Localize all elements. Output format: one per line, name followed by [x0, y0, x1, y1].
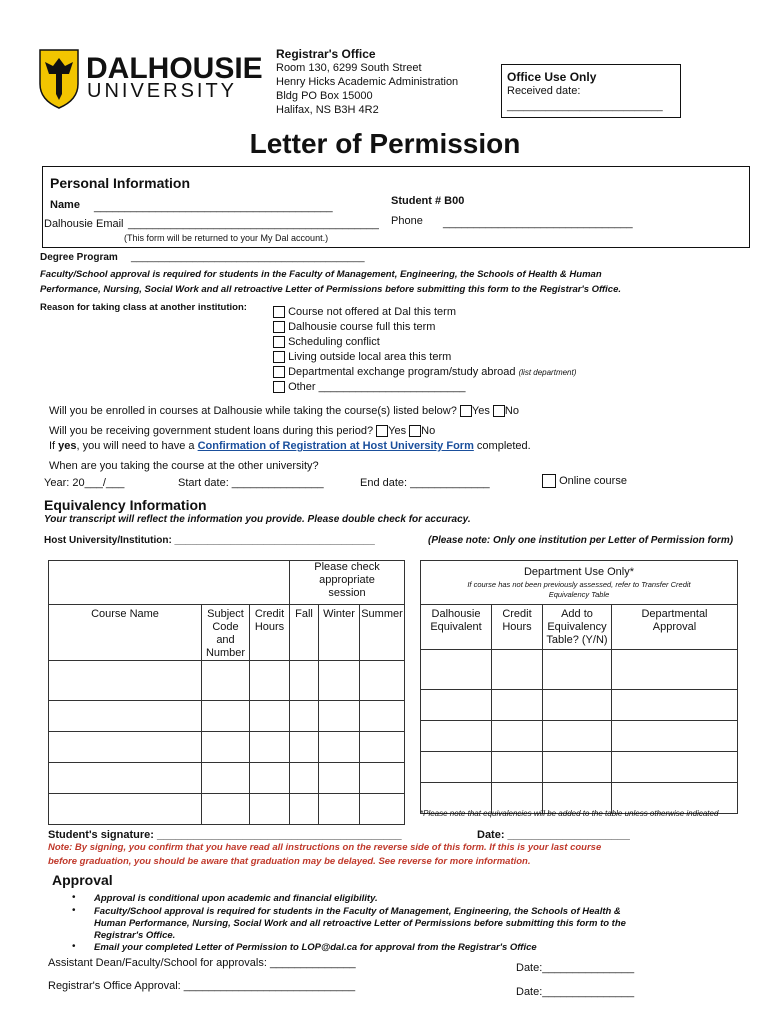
student-number-label[interactable]: Student # B00 — [391, 195, 465, 207]
dalhousie-crest-icon — [38, 48, 80, 110]
col-summer: Summer — [360, 605, 405, 661]
logo-word-university: UNIVERSITY — [87, 80, 238, 102]
name-field[interactable]: _______________________________________ — [94, 201, 333, 213]
col-credit-hours: Credit Hours — [250, 605, 290, 661]
checkbox-no[interactable] — [493, 405, 505, 417]
degree-label: Degree Program — [40, 252, 118, 263]
end-date-field[interactable]: End date: _____________ — [360, 477, 490, 489]
bullet-icon: • — [72, 905, 76, 916]
address-line: Henry Hicks Academic Administration — [276, 76, 459, 88]
signature-note: Note: By signing, you confirm that you have read all instructions on the reverse side of this form. If this is your last course — [48, 842, 602, 853]
bullet-icon: • — [72, 892, 76, 903]
col-dept-credit-hours: Credit Hours — [492, 605, 543, 650]
equivalency-heading: Equivalency Information — [44, 497, 207, 513]
email-note: (This form will be returned to your My Dal account.) — [124, 233, 329, 243]
approval-heading: Approval — [52, 872, 113, 888]
col-subject: Subject Code and Number — [202, 605, 250, 661]
start-date-field[interactable]: Start date: _______________ — [178, 477, 324, 489]
email-field[interactable]: _________________________________________ — [128, 218, 379, 230]
question-when: When are you taking the course at the other university? — [49, 460, 319, 472]
checkbox-yes[interactable] — [376, 425, 388, 437]
equivalency-footnote: *Please note that equivalencies will be added to the table unless otherwise indicated — [420, 809, 719, 818]
table-row — [421, 721, 738, 752]
checkbox-yes[interactable] — [460, 405, 472, 417]
faculty-note-line: Faculty/School approval is required for students in the Faculty of Management, Engineering, the Schools of Health & Human — [40, 269, 602, 280]
signature-field[interactable]: Student's signature: ________________________________________ — [48, 829, 402, 841]
table-row — [49, 661, 405, 701]
col-add-to-table: Add to Equivalency Table? (Y/N) — [543, 605, 612, 650]
approval-bullet: Approval is conditional upon academic and financial eligibility. — [94, 893, 378, 904]
logo — [38, 48, 80, 113]
checkbox[interactable] — [273, 306, 285, 318]
checkbox[interactable] — [273, 336, 285, 348]
registrar-approval-field[interactable]: Registrar's Office Approval: ____________________________ — [48, 980, 356, 992]
email-label: Dalhousie Email — [44, 218, 124, 230]
signature-note: before graduation, you should be aware that graduation may be delayed. See reverse for more information. — [48, 856, 531, 867]
phone-field[interactable]: _______________________________ — [443, 217, 633, 229]
reason-option[interactable]: Dalhousie course full this term — [273, 321, 435, 333]
registrar-title: Registrar's Office — [276, 47, 376, 61]
reason-option[interactable]: Other ________________________ — [273, 381, 465, 393]
table-row — [49, 763, 405, 794]
approval-bullet: Registrar's Office. — [94, 930, 176, 941]
name-label: Name — [50, 199, 80, 211]
phone-label: Phone — [391, 215, 423, 227]
equivalency-subheading: Your transcript will reflect the information you provide. Please double check for accuracy. — [44, 514, 471, 525]
approval-bullet: Faculty/School approval is required for students in the Faculty of Management, Engineering, the Schools of Health & — [94, 906, 621, 917]
checkbox[interactable] — [542, 474, 556, 488]
reason-option[interactable]: Departmental exchange program/study abroad (list department) — [273, 366, 576, 378]
dean-approval-date[interactable]: Date:_______________ — [516, 962, 635, 974]
question-loans: Will you be receiving government student loans during this period? Yes No — [49, 425, 436, 437]
host-note: (Please note: Only one institution per Letter of Permission form) — [428, 535, 734, 546]
table-row — [421, 752, 738, 783]
approval-bullet: Human Performance, Nursing, Social Work and all retroactive Letter of Permissions before submitting this form to the — [94, 918, 626, 929]
degree-field[interactable]: __________________________________________ — [131, 252, 365, 263]
col-winter: Winter — [319, 605, 360, 661]
checkbox-no[interactable] — [409, 425, 421, 437]
table-row — [49, 701, 405, 732]
registrar-approval-date[interactable]: Date:_______________ — [516, 986, 635, 998]
host-institution-field[interactable]: Host University/Institution: ____________________________________ — [44, 535, 375, 546]
col-fall: Fall — [290, 605, 319, 661]
checkbox[interactable] — [273, 366, 285, 378]
approval-bullet: Email your completed Letter of Permission to LOP@dal.ca for approval from the Registrar's Office — [94, 942, 537, 953]
online-course-option[interactable]: Online course — [542, 474, 627, 488]
faculty-note-line: Performance, Nursing, Social Work and all retroactive Letter of Permissions before submitting this form to the Registrar's Office. — [40, 284, 622, 295]
reason-label: Reason for taking class at another institution: — [40, 302, 247, 313]
checkbox[interactable] — [273, 351, 285, 363]
reason-option[interactable]: Living outside local area this term — [273, 351, 451, 363]
loans-note: If yes, you will need to have a Confirmation of Registration at Host University Form completed. — [49, 440, 531, 452]
signature-date-field[interactable]: Date: ____________________ — [477, 829, 630, 841]
table-row — [49, 732, 405, 763]
department-use-table: Department Use Only* If course has not been previously assessed, refer to Transfer Credit Equivalency Table Dalhousie Equivalent Credit Hours Add to Equivalency Table? (Y/N) Departmental Approval — [420, 560, 738, 814]
dean-approval-field[interactable]: Assistant Dean/Faculty/School for approvals: ______________ — [48, 957, 356, 969]
checkbox[interactable] — [273, 321, 285, 333]
received-line[interactable]: ____________________________ — [507, 101, 663, 112]
logo-word-dalhousie: DALHOUSIE — [86, 52, 263, 85]
year-field[interactable]: Year: 20___/___ — [44, 477, 125, 489]
bullet-icon: • — [72, 941, 76, 952]
received-label: Received date: — [507, 85, 581, 97]
personal-info-heading: Personal Information — [50, 175, 191, 191]
checkbox[interactable] — [273, 381, 285, 393]
address-line: Halifax, NS B3H 4R2 — [276, 104, 379, 116]
registration-form-link[interactable]: Confirmation of Registration at Host University Form — [197, 440, 474, 452]
office-use-box — [501, 64, 681, 118]
table-row — [421, 650, 738, 690]
address-line: Room 130, 6299 South Street — [276, 62, 422, 74]
col-departmental-approval: Departmental Approval — [612, 605, 738, 650]
col-dalhousie-equivalent: Dalhousie Equivalent — [421, 605, 492, 650]
question-enrolled: Will you be enrolled in courses at Dalhousie while taking the course(s) listed below? Yes No — [49, 405, 519, 417]
course-table: Please check appropriate session Course Name Subject Code and Number Credit Hours Fall Winter Summer — [48, 560, 405, 825]
page-title: Letter of Permission — [249, 128, 521, 159]
address-line: Bldg PO Box 15000 — [276, 90, 373, 102]
table-row — [49, 794, 405, 825]
col-course-name: Course Name — [49, 605, 202, 661]
office-use-title: Office Use Only — [507, 70, 597, 84]
table-row — [421, 690, 738, 721]
reason-option[interactable]: Course not offered at Dal this term — [273, 306, 456, 318]
reason-option[interactable]: Scheduling conflict — [273, 336, 380, 348]
